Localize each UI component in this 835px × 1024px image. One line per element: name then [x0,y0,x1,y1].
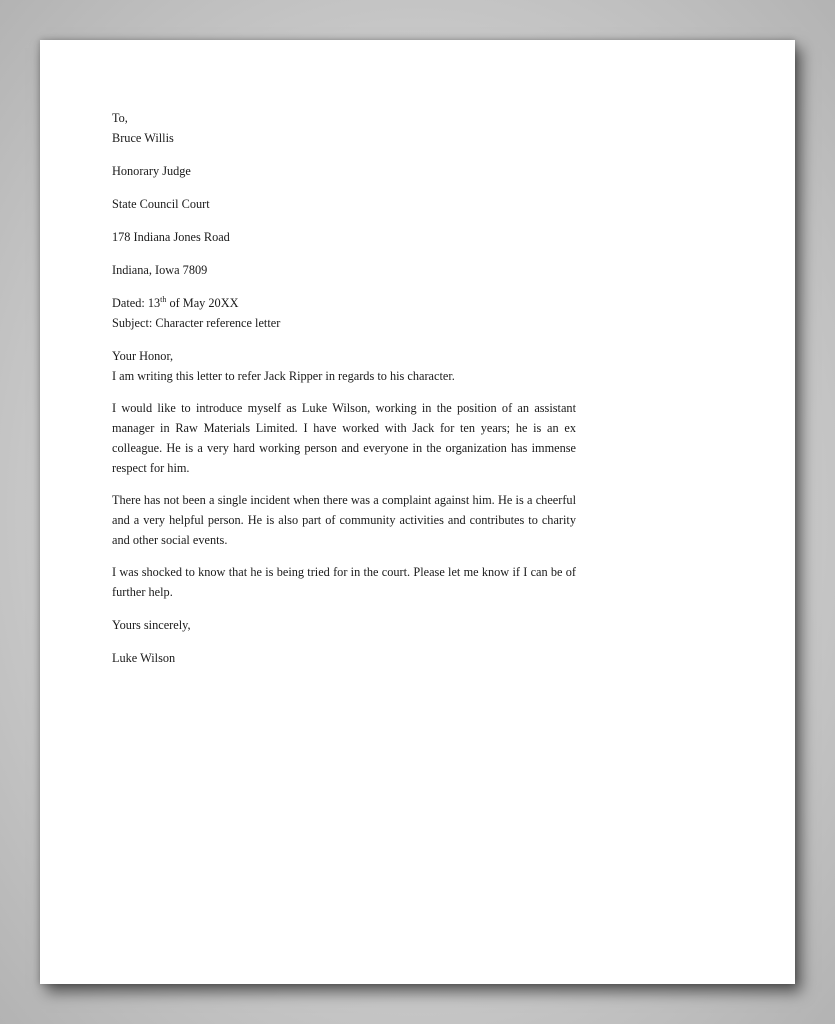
body-paragraph-1: I am writing this letter to refer Jack Ripper in regards to his character. [112,369,455,383]
document-page [40,40,795,984]
recipient-org: State Council Court [112,197,210,211]
address-line-2: Indiana, Iowa 7809 [112,263,208,277]
letter-subject: Subject: Character reference letter [112,316,281,330]
body-paragraph-2: I would like to introduce myself as Luke Wilson, working in the position of an assistant manager in Raw Materials Limited. I have worked with Jack for ten years; he is an ex colleague. He is a very hard working person and everyone in the organization has immense respect for him. [112,401,576,475]
address-line-1: 178 Indiana Jones Road [112,230,230,244]
date-rest: of May 20XX [166,296,239,310]
letter-closing: Yours sincerely, [112,618,191,632]
recipient-title: Honorary Judge [112,164,191,178]
recipient-name: Bruce Willis [112,131,174,145]
letter-body [112,108,576,668]
date-prefix: Dated: 13 [112,296,161,310]
body-paragraph-3: There has not been a single incident when there was a complaint against him. He is a cheerful and a very helpful person. He is also part of community activities and contributes to charity and other social events. [112,493,576,547]
salutation-to: To, [112,111,128,125]
letter-date [112,293,576,313]
body-paragraph-4: I was shocked to know that he is being tried for in the court. Please let me know if I can be of further help. [112,565,576,599]
letter-signature: Luke Wilson [112,651,176,665]
date-ordinal-suffix: th [160,294,167,304]
letter-greeting: Your Honor, [112,349,174,363]
